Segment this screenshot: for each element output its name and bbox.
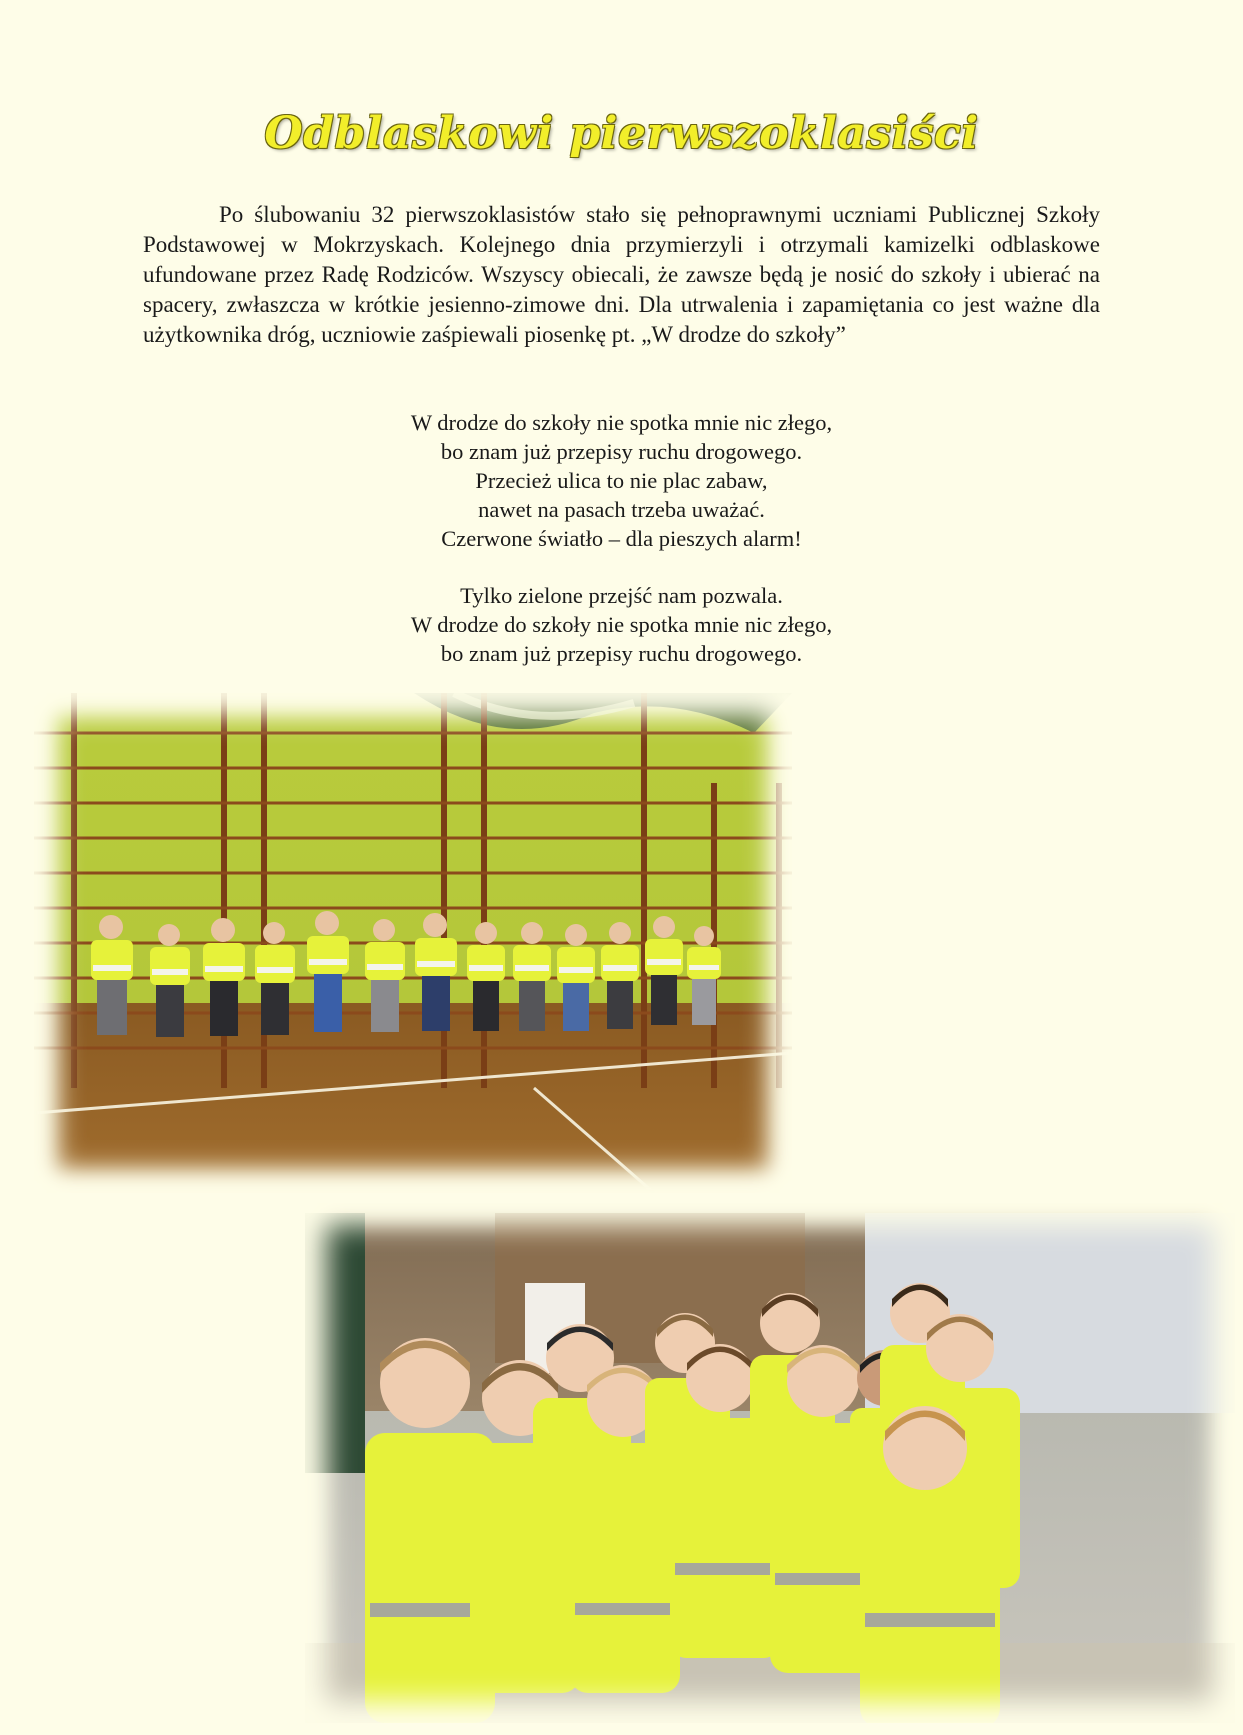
poem-line: W drodze do szkoły nie spotka mnie nic złego, xyxy=(410,612,833,637)
article-paragraph: Po ślubowaniu 32 pierwszoklasistów stało się pełnoprawnymi uczniami Publicznej Szkoły Podstawowej w Mokrzyskach. Kolejnego dnia przymierzyli i otrzymali kamizelki odblaskowe ufundowane przez Radę Rodziców. Wszyscy obiecali, że zawsze będą je nosić do szkoły i ubierać na spacery, zwłaszcza w krótkie jesienno-zimowe dni. Dla utrwalenia i zapamiętania co jest ważne dla użytkownika dróg, uczniowie zaśpiewali piosenkę pt. „W drodze do szkoły” xyxy=(143,202,1100,347)
poem-stanza-2 xyxy=(0,581,1243,668)
gym-photo xyxy=(34,693,792,1193)
poem-line: Czerwone światło – dla pieszych alarm! xyxy=(441,526,802,551)
poem-stanza-1 xyxy=(0,408,1243,553)
poem-line: W drodze do szkoły nie spotka mnie nic złego, xyxy=(410,410,833,435)
poem-line: Przecież ulica to nie plac zabaw, xyxy=(475,468,768,493)
classroom-photo xyxy=(305,1203,1235,1723)
poem-line: nawet na pasach trzeba uważać. xyxy=(478,497,765,522)
poem-line: bo znam już przepisy ruchu drogowego. xyxy=(440,439,803,464)
poem-line: Tylko zielone przejść nam pozwala. xyxy=(460,583,783,608)
page-title: Odblaskowi pierwszoklasiści xyxy=(264,108,979,159)
poem-line: bo znam już przepisy ruchu drogowego. xyxy=(440,641,803,666)
